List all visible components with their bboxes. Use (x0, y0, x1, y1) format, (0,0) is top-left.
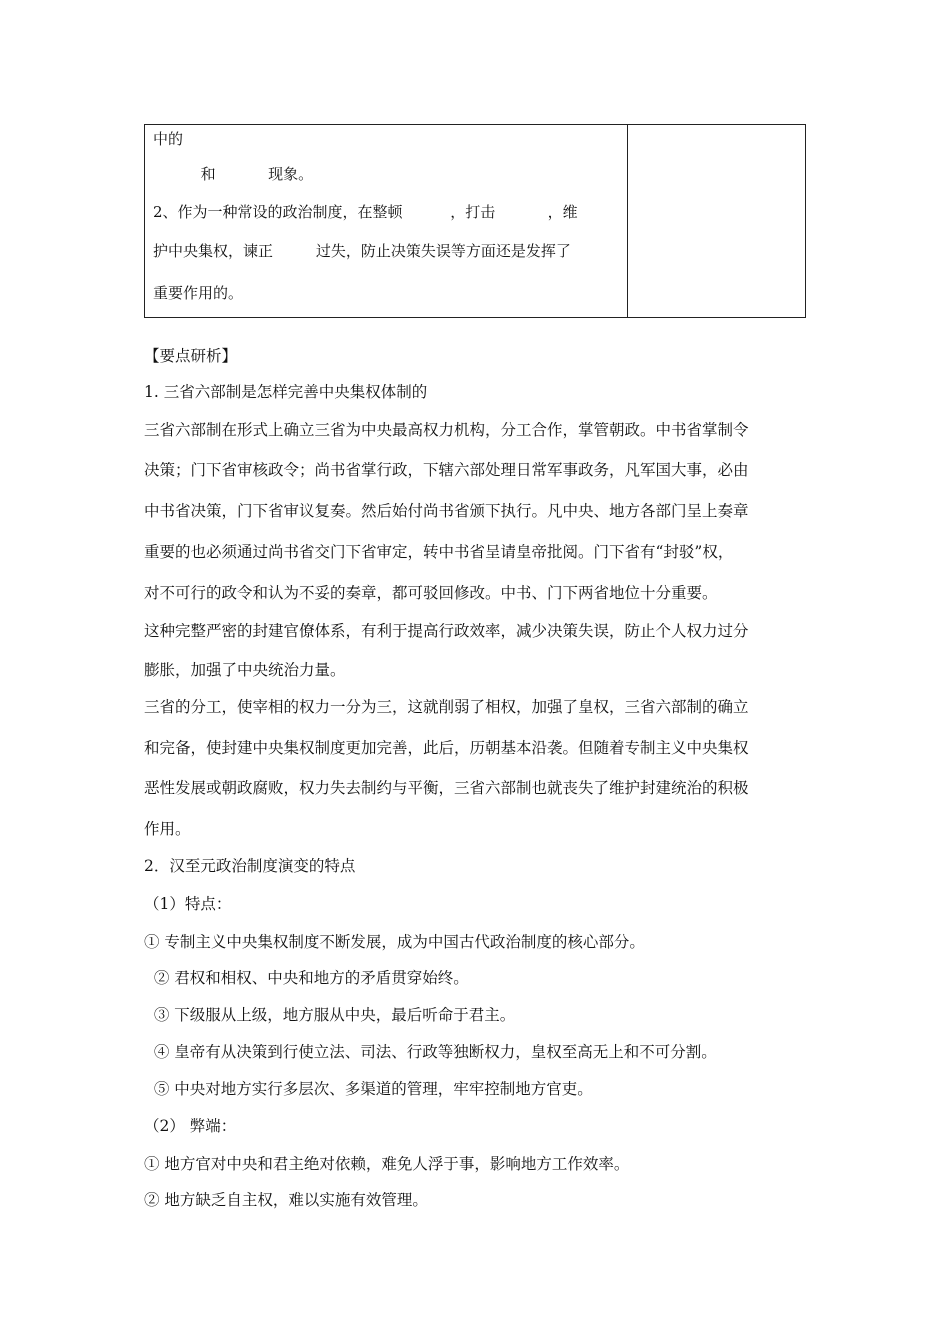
table-text-line: 重要作用的。 (153, 284, 244, 302)
feature-item: ④ 皇帝有从决策到行使立法、司法、行政等独断权力，皇权至高无上和不可分割。 (144, 1043, 717, 1061)
feature-item: ③ 下级服从上级，地方服从中央，最后听命于君主。 (144, 1006, 516, 1024)
question-1-title: 1. 三省六部制是怎样完善中央集权体制的 (144, 383, 428, 401)
feature-item: ② 君权和相权、中央和地方的矛盾贯穿始终。 (144, 969, 469, 987)
features-subheading: （1）特点： (144, 895, 232, 913)
drawback-item: ② 地方缺乏自主权，难以实施有效管理。 (144, 1191, 428, 1209)
paragraph-line: 三省的分工，使宰相的权力一分为三，这就削弱了相权，加强了皇权，三省六部制的确立 (144, 698, 749, 716)
table-column-divider (627, 125, 628, 317)
drawback-item: ① 地方官对中央和君主绝对依赖，难免人浮于事，影响地方工作效率。 (144, 1155, 630, 1173)
question-2-title: 2．汉至元政治制度演变的特点 (144, 857, 356, 875)
paragraph-line: 重要的也必须通过尚书省交门下省审定，转中书省呈请皇帝批阅。门下省有“封驳”权， (144, 543, 734, 561)
table-text-line: 和 现象。 (153, 165, 314, 183)
feature-item: ① 专制主义中央集权制度不断发展，成为中国古代政治制度的核心部分。 (144, 933, 645, 951)
table-text-line: 护中央集权，谏正 过失，防止决策失误等方面还是发挥了 (153, 242, 571, 260)
feature-item: ⑤ 中央对地方实行多层次、多渠道的管理，牢牢控制地方官吏。 (144, 1080, 593, 1098)
table-text-line: 中的 (153, 130, 184, 148)
table-text-line: 2、作为一种常设的政治制度，在整顿 ，打击 ，维 (153, 203, 578, 221)
paragraph-line: 和完备，使封建中央集权制度更加完善，此后，历朝基本沿袭。但随着专制主义中央集权 (144, 739, 749, 757)
paragraph-line: 膨胀，加强了中央统治力量。 (144, 661, 346, 679)
section-heading: 【要点研析】 (144, 347, 238, 365)
paragraph-line: 对不可行的政令和认为不妥的奏章，都可驳回修改。中书、门下两省地位十分重要。 (144, 584, 718, 602)
answer-table (144, 124, 806, 318)
paragraph-line: 决策；门下省审核政令；尚书省掌行政，下辖六部处理日常军事政务，凡军国大事，必由 (144, 461, 749, 479)
paragraph-line: 三省六部制在形式上确立三省为中央最高权力机构，分工合作，掌管朝政。中书省掌制令 (144, 421, 749, 439)
paragraph-line: 中书省决策，门下省审议复奏。然后始付尚书省颁下执行。凡中央、地方各部门呈上奏章 (144, 502, 749, 520)
drawbacks-subheading: （2） 弊端： (144, 1117, 237, 1135)
paragraph-line: 作用。 (144, 820, 191, 838)
paragraph-line: 恶性发展或朝政腐败，权力失去制约与平衡，三省六部制也就丧失了维护封建统治的积极 (144, 779, 749, 797)
paragraph-line: 这种完整严密的封建官僚体系，有利于提高行政效率，减少决策失误，防止个人权力过分 (144, 622, 749, 640)
